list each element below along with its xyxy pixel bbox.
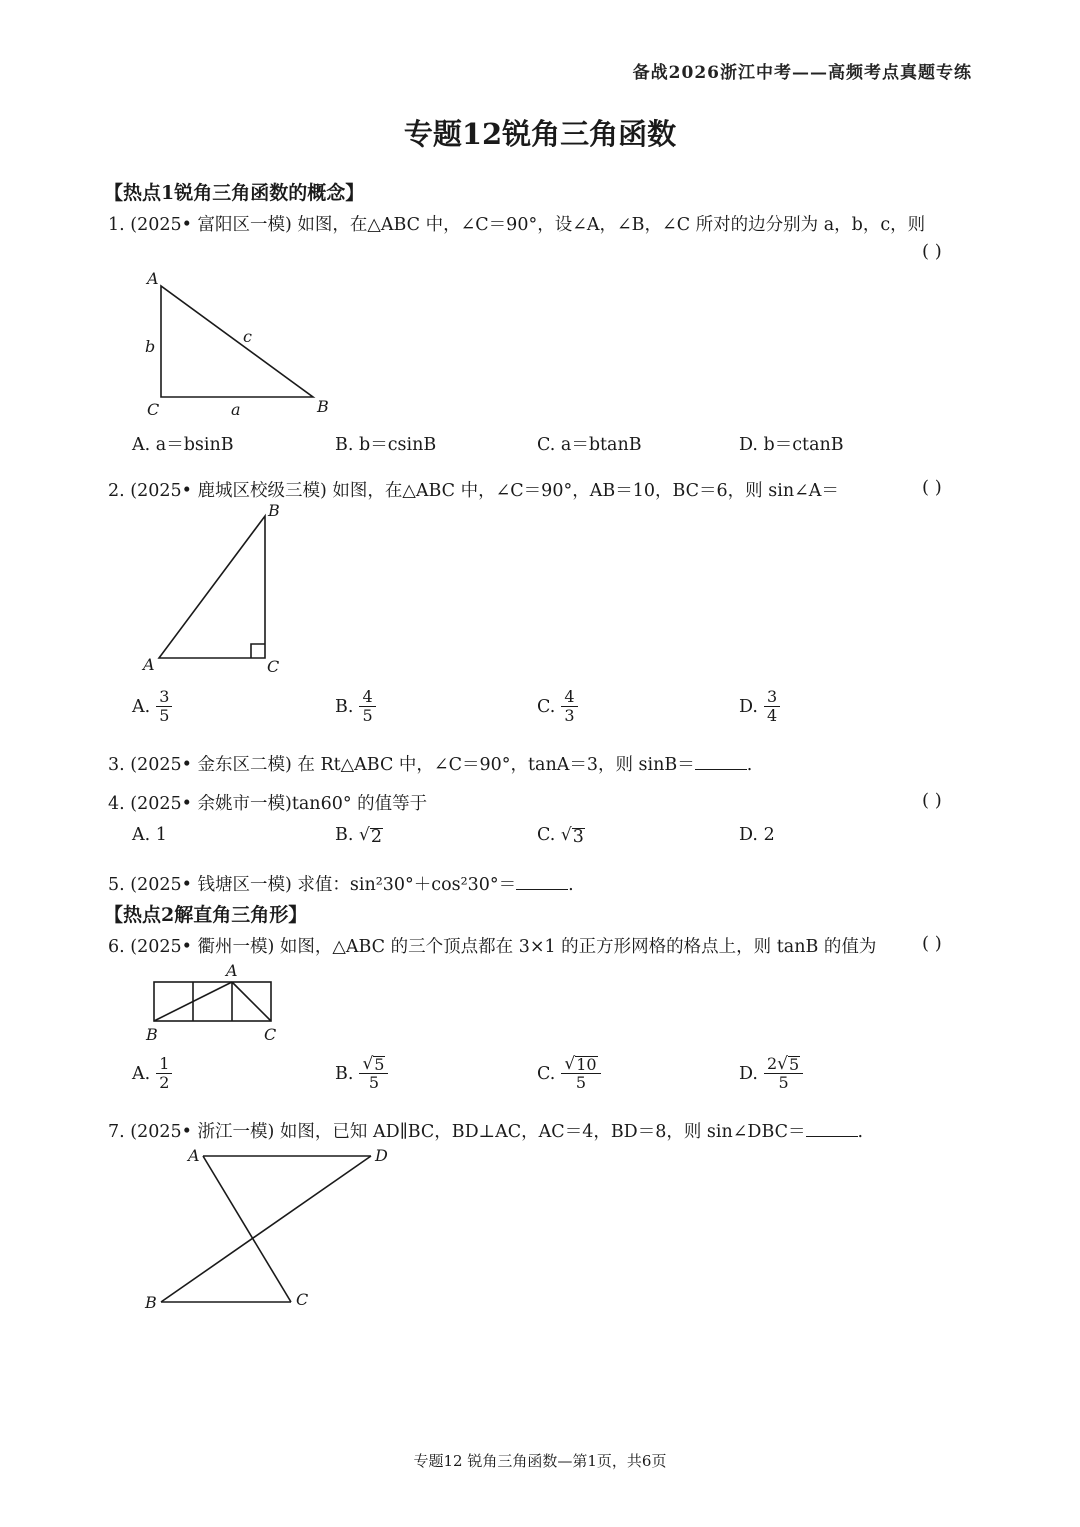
option-letter: C. [537, 1063, 556, 1084]
section-heading-1: 【热点1锐角三角函数的概念】 [104, 182, 365, 204]
option-letter: D. [739, 696, 758, 717]
option-q2-d [739, 688, 780, 725]
period: . [857, 1122, 864, 1142]
figure-q6-grid [140, 958, 300, 1048]
option-q2-c [537, 688, 578, 725]
right-angle-mark [251, 644, 265, 658]
option-q1-b: B. b＝csinB [335, 435, 437, 455]
option-value: 1 [155, 825, 167, 845]
answer-bracket-q6: ( ) [922, 933, 942, 954]
side-ac [232, 982, 271, 1021]
option-q2-a [132, 688, 172, 725]
question-3 [108, 751, 752, 776]
triangle-abc [161, 286, 313, 397]
option-letter: C. [537, 696, 556, 717]
fraction: $\frac{4}{5}$ [359, 688, 375, 725]
numerator: √ 10 [561, 1055, 600, 1074]
option-q4-d [739, 825, 775, 845]
option-letter: D. [739, 825, 758, 845]
vertex-label: C [267, 657, 280, 676]
option-q6-a [132, 1055, 172, 1092]
option-value: 2 [763, 825, 775, 845]
figure-q7 [135, 1140, 395, 1318]
option-q1-a: A. a＝bsinB [132, 435, 234, 455]
option-q6-c [537, 1055, 601, 1092]
vertex-label: B [145, 1293, 157, 1312]
side-label: b [145, 337, 156, 356]
fraction: √ 10 5 [561, 1055, 600, 1092]
segment-ac [203, 1156, 291, 1302]
option-letter: A. [132, 1063, 151, 1084]
square-root: √ 2 [359, 825, 382, 847]
answer-bracket-q4: ( ) [922, 790, 942, 811]
side-label: a [231, 400, 241, 419]
vertex-label: B [268, 501, 280, 520]
vertex-label: C [264, 1025, 277, 1044]
option-letter: B. [335, 825, 354, 845]
fraction: $\frac{3}{4}$ [764, 688, 780, 725]
vertex-label: D [375, 1146, 388, 1165]
option-q2-b [335, 688, 376, 725]
question-5-text: 5. (2025• 钱塘区一模) 求值：sin²30°＋cos²30°＝ [108, 875, 517, 895]
question-7-text: 7. (2025• 浙江一模) 如图，已知 AD∥BC，BD⊥AC，AC＝4，BD＝8，则 sin∠DBC＝ [108, 1122, 806, 1142]
option-q1-c: C. a＝btanB [537, 435, 642, 455]
question-2-text: 2. (2025• 鹿城区校级三模) 如图，在△ABC 中，∠C＝90°，AB＝10，BC＝6，则 sin∠A＝ [108, 481, 839, 501]
option-q4-b [335, 825, 383, 845]
fraction: $\frac{1}{2}$ [156, 1055, 172, 1092]
vertex-label: A [147, 269, 159, 288]
answer-bracket-q1: ( ) [922, 241, 942, 262]
option-q4-a [132, 825, 167, 845]
answer-bracket-q2: ( ) [922, 477, 942, 498]
option-q4-c [537, 825, 585, 845]
answer-blank[interactable] [806, 1122, 858, 1137]
vertex-label: C [296, 1290, 309, 1309]
vertex-label: A [226, 961, 238, 980]
grid-outline [154, 982, 271, 1021]
option-letter: A. [132, 825, 151, 845]
fraction: $\frac{3}{5}$ [156, 688, 172, 725]
option-letter: B. [335, 1063, 354, 1084]
segment-bd [161, 1156, 371, 1302]
figure-q2-triangle [135, 498, 300, 680]
period: . [746, 755, 753, 775]
answer-blank[interactable] [695, 755, 747, 770]
numerator: √ 5 [359, 1055, 388, 1074]
page-title: 专题12锐角三角函数 [403, 117, 677, 151]
vertex-label: A [143, 655, 155, 674]
section-heading-2: 【热点2解直角三角形】 [104, 904, 308, 926]
fraction: 2 √ 5 5 [764, 1055, 803, 1092]
option-q6-d [739, 1055, 803, 1092]
period: . [568, 875, 574, 895]
option-q1-d: D. b＝ctanB [739, 435, 844, 455]
vertex-label: A [188, 1146, 200, 1165]
question-6-text: 6. (2025• 衢州一模) 如图，△ABC 的三个顶点都在 3×1 的正方形网格的格点上，则 tanB 的值为 [108, 937, 877, 957]
answer-blank[interactable] [516, 875, 568, 890]
vertex-label: C [147, 400, 160, 419]
vertex-label: B [317, 397, 329, 416]
option-letter: D. [739, 1063, 758, 1084]
option-letter: A. [132, 696, 151, 717]
question-1-text: 1. (2025• 富阳区一模) 如图，在△ABC 中，∠C＝90°，设∠A，∠B，∠C 所对的边分别为 a，b，c，则 [108, 215, 926, 235]
side-label: c [243, 327, 252, 346]
fraction: $\frac{4}{3}$ [561, 688, 577, 725]
square-root: √ 3 [560, 825, 584, 847]
option-letter: B. [335, 696, 354, 717]
option-q6-b [335, 1055, 388, 1092]
vertex-label: B [146, 1025, 158, 1044]
page-footer: 专题12 锐角三角函数—第1页，共6页 [413, 1452, 667, 1470]
fraction: √ 5 5 [359, 1055, 388, 1092]
question-4-text: 4. (2025• 余姚市一模)tan60° 的值等于 [108, 794, 428, 814]
question-3-text: 3. (2025• 金东区二模) 在 Rt△ABC 中，∠C＝90°，tanA＝3，则 sinB＝ [108, 755, 695, 775]
triangle-abc [159, 516, 265, 658]
figure-q1-triangle [135, 262, 345, 427]
numerator: 2 √ 5 [764, 1055, 803, 1074]
question-5 [108, 871, 574, 896]
option-letter: C. [537, 825, 556, 845]
running-header: 备战2026浙江中考——高频考点真题专练 [632, 63, 972, 83]
